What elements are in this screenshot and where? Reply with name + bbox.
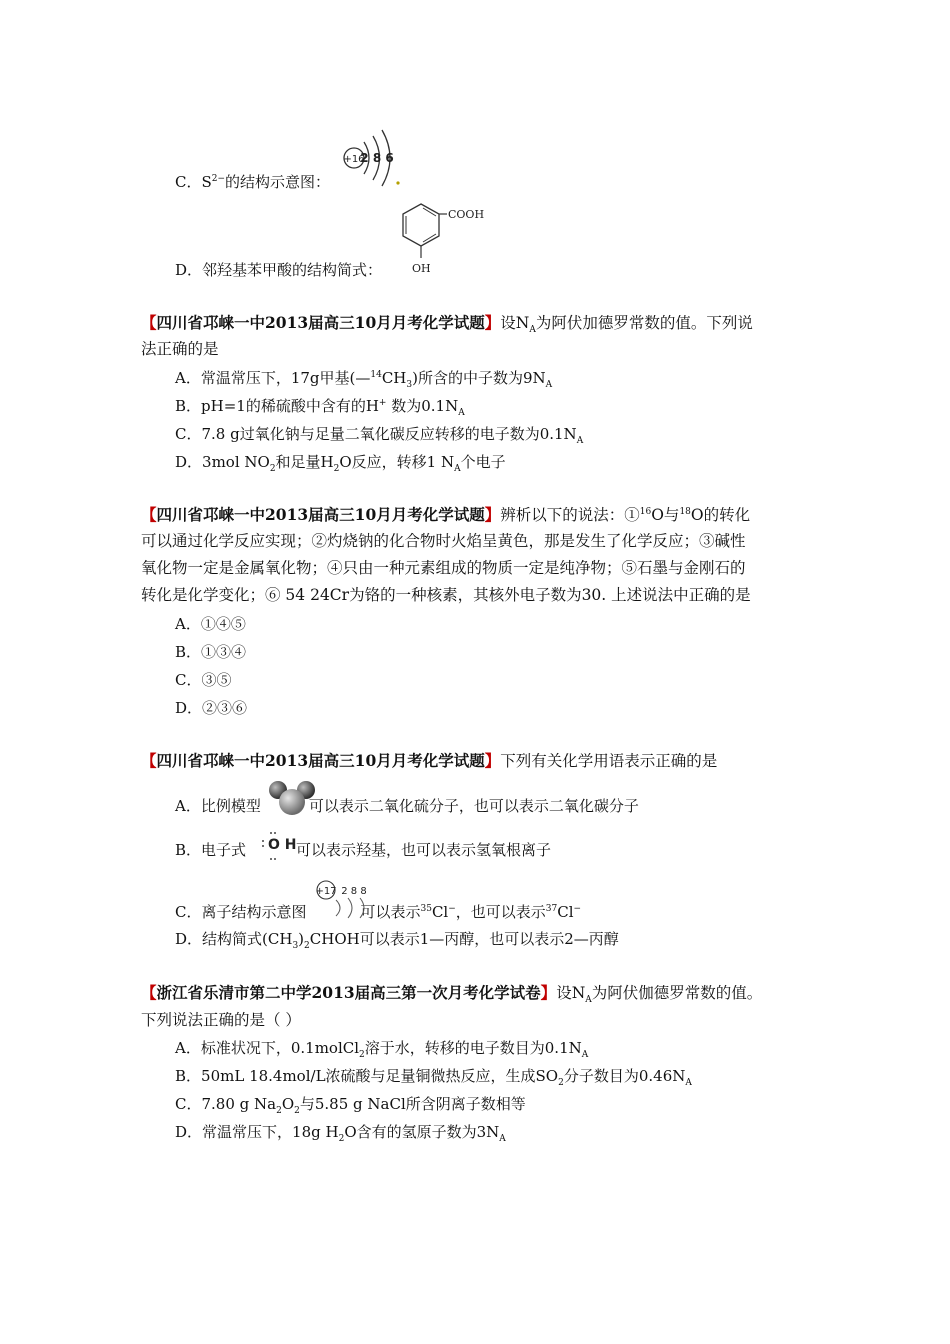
question-5-stem-line2: 下列说法正确的是（ ） (141, 1011, 301, 1029)
chloride-structure-diagram (314, 872, 378, 920)
question-5-option-c: C．7.80 g $Na_2O_2$与5.85 g NaCl所含阴离子数相等 (175, 1095, 526, 1116)
question-5-option-d: D．常温常压下，18g $H_2O$含有的氢原子数为$3N_A$ (175, 1123, 506, 1144)
question-5-source: 浙江省乐清市第二中学2013届高三第一次月考化学试卷 (156, 983, 541, 1002)
question-3-stem-line2: 可以通过化学反应实现；②灼烧钠的化合物时火焰呈黄色，那是发生了化学反应；③碱性 (141, 532, 746, 550)
svg-text:OH: OH (412, 262, 431, 275)
question-3-option-c: C．③⑤ (175, 671, 232, 689)
question-5-option-a: A．标准状况下，0.1molCl$_2$溶于水，转移的电子数目为$0.1N_A$ (175, 1039, 589, 1060)
question-4-stem: 【四川省邛崃一中2013届高三10月月考化学试题】下列有关化学用语表示正确的是 (141, 751, 718, 770)
question-4-option-d: D．结构简式$(CH_3)_2CHOH$可以表示1—丙醇，也可以表示2—丙醇 (175, 930, 619, 951)
question-3-stem-line1: 【四川省邛崃一中2013届高三10月月考化学试题】辨析以下的说法：①$^{16}$O与$^{18}$O的转化 (141, 505, 751, 524)
question-4-option-c: C．离子结构示意图 可以表示$^{35}$Cl−，也可以表示$^{37}$Cl− (175, 903, 582, 921)
svg-text:+17: +17 (315, 886, 337, 897)
space-filling-model-image (268, 778, 316, 818)
question-2-stem-line2: 法正确的是 (141, 340, 219, 358)
question-2-option-a: A．常温常压下，17g甲基$(—^{14}CH_3)$所含的中子数为$9N_A$ (175, 369, 553, 390)
hydroxybenzoic-structure (395, 198, 495, 280)
question-5-stem-line1: 【浙江省乐清市第二中学2013届高三第一次月考化学试卷】设$N_A$为阿伏伽德罗常数的值。 (141, 983, 763, 1006)
svg-text:O H: O H (268, 837, 297, 853)
svg-text:2 8 6: 2 8 6 (360, 151, 394, 165)
option-d-benzoic: D．邻羟基苯甲酸的结构简式： (175, 261, 383, 279)
sulfide-structure-diagram (340, 128, 410, 190)
question-2-option-c: C．7.8 g过氧化钠与足量二氧化碳反应转移的电子数为$0.1N_A$ (175, 425, 584, 446)
svg-text:COOH: COOH (448, 208, 485, 221)
svg-text:+16: +16 (343, 154, 365, 165)
svg-text:2 8 8: 2 8 8 (341, 886, 367, 897)
question-4-source: 四川省邛崃一中2013届高三10月月考化学试题 (156, 751, 485, 770)
question-2-option-b: B．pH=1的稀硫酸中含有的H+ 数为$0.1N_A$ (175, 397, 465, 418)
question-4-option-a: A．比例模型 可以表示二氧化硫分子，也可以表示二氧化碳分子 (175, 797, 639, 815)
question-2-option-d: D．3mol $NO_2$和足量$H_2O$反应，转移1 $N_A$个电子 (175, 453, 506, 474)
hydroxyl-electron-formula (258, 830, 302, 864)
question-5-option-b: B．50mL 18.4mol/L浓硫酸与足量铜微热反应，生成$SO_2$分子数目为$0.46N_A$ (175, 1067, 692, 1088)
question-3-option-d: D．②③⑥ (175, 699, 248, 717)
option-c-sulfide: C．$S^{2-}$的结构示意图： (175, 173, 331, 191)
question-3-stem-line4: 转化是化学变化；⑥ 54 24Cr为铬的一种核素，其核外电子数为30. 上述说法中正确的是 (141, 586, 751, 604)
question-4-option-b: B．电子式 可以表示羟基，也可以表示氢氧根离子 (175, 841, 552, 859)
question-3-stem-line3: 氧化物一定是金属氧化物；④只由一种元素组成的物质一定是纯净物；⑤石墨与金刚石的 (141, 559, 746, 577)
question-3-option-b: B．①③④ (175, 643, 247, 661)
question-2-source: 四川省邛崃一中2013届高三10月月考化学试题 (156, 313, 485, 332)
question-3-source: 四川省邛崃一中2013届高三10月月考化学试题 (156, 505, 485, 524)
question-3-option-a: A．①④⑤ (175, 615, 246, 633)
question-2-stem-line1: 【四川省邛崃一中2013届高三10月月考化学试题】设$N_A$为阿伏加德罗常数的值。下列说 (141, 313, 753, 336)
